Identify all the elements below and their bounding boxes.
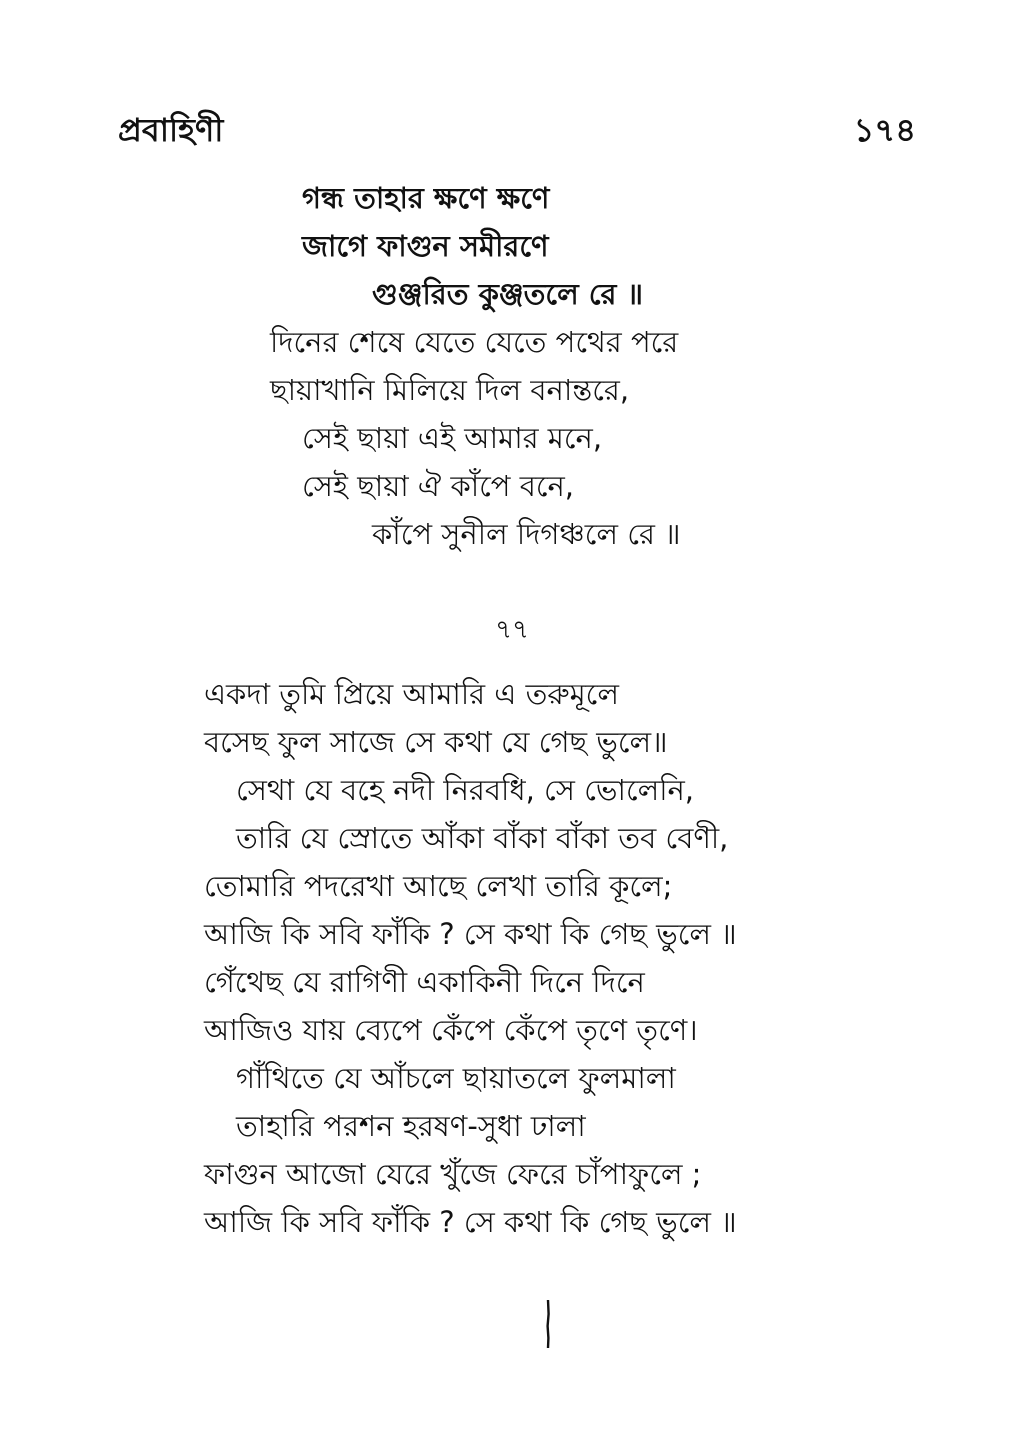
verse-line: সেই ছায়া এই আমার মনে, bbox=[302, 421, 603, 455]
verse-line: ফাগুন আজো যেরে খুঁজে ফেরে চাঁপাফুলে ; bbox=[204, 1157, 702, 1191]
verse-line: তোমারি পদরেখা আছে লেখা তারি কূলে; bbox=[204, 869, 673, 903]
song-number: ৭৭ bbox=[495, 615, 529, 645]
verse-line: গাঁথিতে যে আঁচলে ছায়াতলে ফুলমালা bbox=[236, 1061, 676, 1095]
page-number: ১৭৪ bbox=[853, 111, 916, 149]
book-title: প্রবাহিণী bbox=[118, 111, 224, 149]
verse-line: আজিও যায় ব্যেপে কেঁপে কেঁপে তৃণে তৃণে। bbox=[204, 1013, 698, 1047]
verse-line: তারি যে স্রোতে আঁকা বাঁকা বাঁকা তব বেণী, bbox=[236, 821, 729, 855]
ink-mark bbox=[546, 1300, 550, 1348]
verse-line: গন্ধ তাহার ক্ষণে ক্ষণে bbox=[302, 181, 550, 215]
verse-line: গুঞ্জরিত কুঞ্জতলে রে ॥ bbox=[372, 277, 644, 311]
verse-line: একদা তুমি প্রিয়ে আমারি এ তরুমূলে bbox=[204, 677, 619, 711]
verse-line: আজি কি সবি ফাঁকি ? সে কথা কি গেছ ভুলে ॥ bbox=[204, 1205, 737, 1239]
verse-line: সেই ছায়া ঐ কাঁপে বনে, bbox=[302, 469, 575, 503]
verse-line: দিনের শেষে যেতে যেতে পথের পরে bbox=[270, 325, 679, 359]
verse-line: আজি কি সবি ফাঁকি ? সে কথা কি গেছ ভুলে ॥ bbox=[204, 917, 737, 951]
verse-line: সেথা যে বহে নদী নিরবধি, সে ভোলেনি, bbox=[236, 773, 695, 807]
verse-line: গেঁথেছ যে রাগিণী একাকিনী দিনে দিনে bbox=[204, 965, 645, 999]
verse-line: তাহারি পরশন হরষণ-সুধা ঢালা bbox=[236, 1109, 586, 1143]
verse-line: জাগে ফাগুন সমীরণে bbox=[302, 229, 549, 263]
verse-line: বসেছ ফুল সাজে সে কথা যে গেছ ভুলে॥ bbox=[204, 725, 668, 759]
verse-line: ছায়াখানি মিলিয়ে দিল বনান্তরে, bbox=[270, 373, 630, 407]
verse-line: কাঁপে সুনীল দিগঞ্চলে রে ॥ bbox=[372, 517, 681, 551]
